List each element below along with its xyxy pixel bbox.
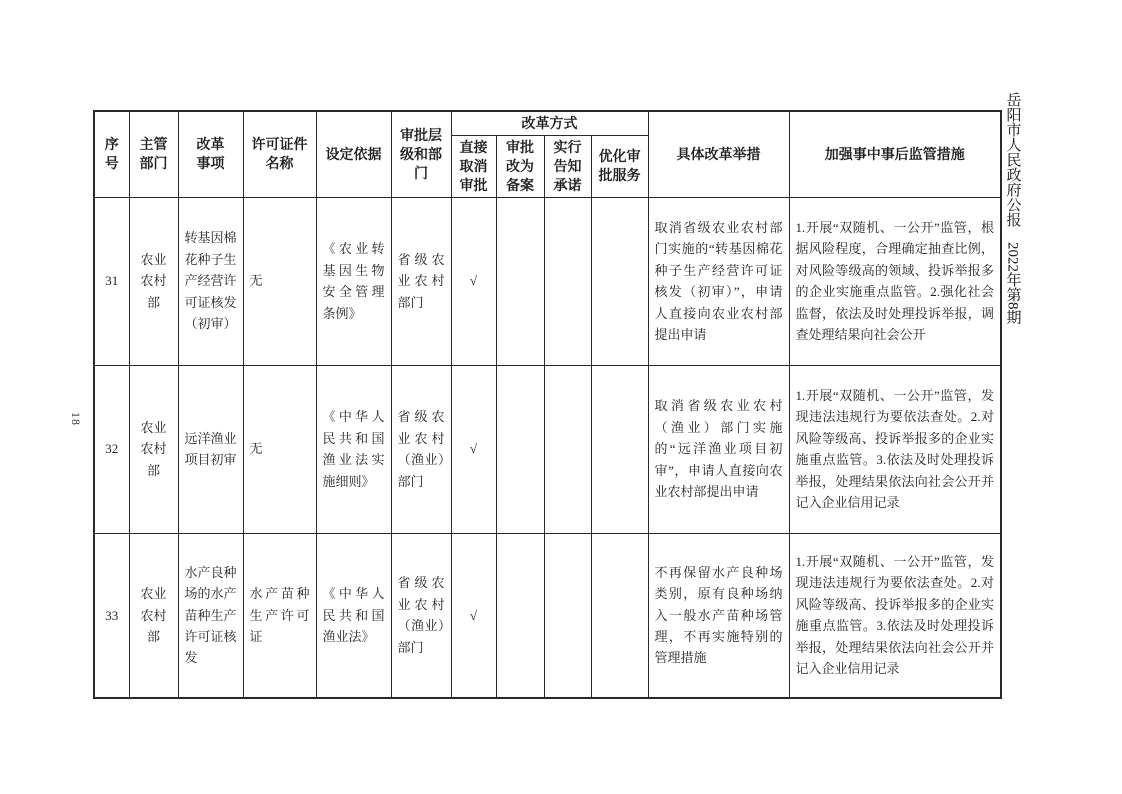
- cell-change-to-record: [496, 365, 544, 533]
- header-change-to-record: 审批改为备案: [496, 135, 544, 197]
- cell-change-to-record: [496, 197, 544, 365]
- cell-license: 无: [243, 365, 316, 533]
- header-measures: 具体改革举措: [648, 111, 789, 197]
- table-row: [94, 365, 1001, 533]
- header-dept: 主管部门: [129, 111, 178, 197]
- cell-measures: 取消省级农业农村（渔业）部门实施的“远洋渔业项目初审”，申请人直接向农业农村部提出申请: [648, 365, 789, 533]
- cell-supervision: 1.开展“双随机、一公开”监管，发现违法违规行为要依法查处。2.对风险等级高、投诉举报多的企业实施重点监管。3.依法及时处理投诉举报，处理结果依法向社会公开并记入企业信用记录: [789, 533, 1001, 698]
- cell-level: 省级农业农村部门: [391, 197, 451, 365]
- cell-notice-commitment: [544, 365, 591, 533]
- header-optimize-service: 优化审批服务: [591, 135, 648, 197]
- header-level: 审批层级和部门: [391, 111, 451, 197]
- reform-items-table: [93, 110, 1002, 699]
- cell-measures: 不再保留水产良种场类别，原有良种场纳入一般水产苗种场管理，不再实施特别的管理措施: [648, 533, 789, 698]
- cell-item: 远洋渔业项目初审: [178, 365, 243, 533]
- cell-no: 33: [94, 533, 129, 698]
- header-notice-commitment: 实行告知承诺: [544, 135, 591, 197]
- cell-basis: 《中华人民共和国渔业法实施细则》: [316, 365, 391, 533]
- table-row: [94, 533, 1001, 698]
- cell-measures: 取消省级农业农村部门实施的“转基因棉花种子生产经营许可证核发（初审）”，申请人直接向农业农村部提出申请: [648, 197, 789, 365]
- cell-dept: 农业农村部: [129, 533, 178, 698]
- cell-optimize-service: [591, 533, 648, 698]
- cell-direct-cancel-checkmark: √: [451, 197, 496, 365]
- cell-level: 省级农业农村（渔业）部门: [391, 365, 451, 533]
- cell-supervision: 1.开展“双随机、一公开”监管，发现违法违规行为要依法查处。2.对风险等级高、投诉举报多的企业实施重点监管。3.依法及时处理投诉举报，处理结果依法向社会公开并记入企业信用记录: [789, 365, 1001, 533]
- cell-direct-cancel-checkmark: √: [451, 365, 496, 533]
- header-license: 许可证件名称: [243, 111, 316, 197]
- cell-no: 32: [94, 365, 129, 533]
- cell-optimize-service: [591, 197, 648, 365]
- cell-item: 水产良种场的水产苗种生产许可证核发: [178, 533, 243, 698]
- header-row-group: [94, 111, 1001, 135]
- cell-notice-commitment: [544, 197, 591, 365]
- header-item: [178, 111, 243, 197]
- cell-level: 省级农业农村（渔业）部门: [391, 533, 451, 698]
- cell-optimize-service: [591, 365, 648, 533]
- header-basis: 设定依据: [316, 111, 391, 197]
- header-seq: 序号: [94, 111, 129, 197]
- page-number: 18: [69, 412, 83, 426]
- cell-license: 水产苗种生产许可证: [243, 533, 316, 698]
- header-direct-cancel: 直接取消审批: [451, 135, 496, 197]
- cell-license: 无: [243, 197, 316, 365]
- cell-direct-cancel-checkmark: √: [451, 533, 496, 698]
- cell-basis: 《农业转基因生物安全管理条例》: [316, 197, 391, 365]
- header-supervision: 加强事中事后监管措施: [789, 111, 1001, 197]
- cell-basis: 《中华人民共和国渔业法》: [316, 533, 391, 698]
- header-item-label: 改革事项: [196, 136, 225, 172]
- cell-supervision: 1.开展“双随机、一公开”监管，根据风险程度，合理确定抽查比例，对风险等级高的领域、投诉举报多的企业实施重点监管。2.强化社会监督，依法及时处理投诉举报，调查处理结果向社会公开: [789, 197, 1001, 365]
- cell-dept: 农业农村部: [129, 197, 178, 365]
- cell-dept: 农业农村部: [129, 365, 178, 533]
- cell-change-to-record: [496, 533, 544, 698]
- header-reform-mode-group: 改革方式: [451, 111, 648, 135]
- cell-item: 转基因棉花种子生产经营许可证核发（初审）: [178, 197, 243, 365]
- cell-no: 31: [94, 197, 129, 365]
- table-row: [94, 197, 1001, 365]
- gazette-sidebar-title: 岳阳市人民政府公报 2022年第8期: [1004, 92, 1021, 325]
- cell-notice-commitment: [544, 533, 591, 698]
